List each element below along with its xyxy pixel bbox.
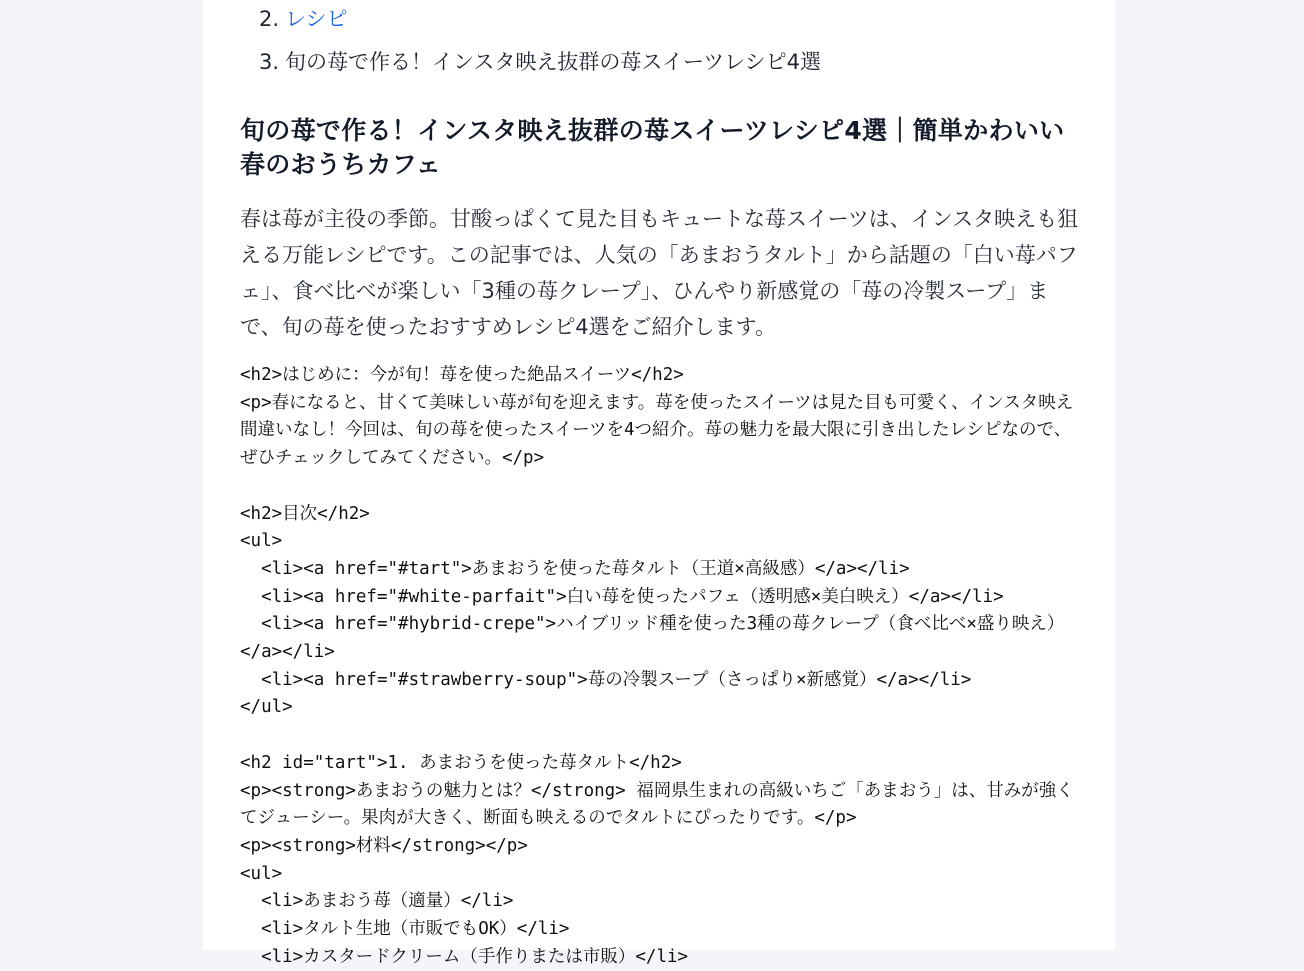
article-title: 旬の苺で作る！インスタ映え抜群の苺スイーツレシピ4選｜簡単かわいい春のおうちカフェ [240,116,1065,179]
article-code-body: <h2>はじめに：今が旬！苺を使った絶品スイーツ</h2> <p>春になると、甘くて美味しい苺が旬を迎えます。苺を使ったスイーツは見た目も可愛く、インスタ映え間違いなし！今回は、旬の苺を使ったスイーツを4つ紹介。苺の魅力を最大限に引き出したレシピなので、ぜひチェックしてみてください。</p> <h2>目次</h2> <ul> <li><a href="#tart">あまおうを使った苺タルト（王道×高級感）</a></li> <li><a href="#white-parfait">白い苺を使ったパフェ（透明感×美白映え）</a></li> <li><a href="#hybrid-crepe">ハイブリッド種を使った3種の苺クレープ（食べ比べ×盛り映え）</a></li> <li><a href="#strawberry-soup">苺の冷製スープ（さっぱり×新感覚）</a></li> </ul> <h2 id="tart">1. あまおうを使った苺タルト</h2> <p><strong>あまおうの魅力とは？</strong> 福岡県生まれの高級いちご「あまおう」は、甘みが強くてジューシー。果肉が大きく、断面も映えるのでタルトにぴったりです。</p> <p><strong>材料</strong></p> <ul> <li>あまおう苺（適量）</li> <li>タルト生地（市販でもOK）</li> <li>カスタードクリーム（手作りまたは市販）</li> [240,365,1074,967]
breadcrumb-current-label: 旬の苺で作る！インスタ映え抜群の苺スイーツレシピ4選 [285,50,821,74]
breadcrumb-link-recipe[interactable]: レシピ [285,7,348,31]
breadcrumb-item-recipe [259,6,347,32]
breadcrumb-number: 3. [259,50,280,74]
breadcrumb-number: 2. [259,7,280,31]
article-lead: 春は苺が主役の季節。甘酸っぱくて見た目もキュートな苺スイーツは、インスタ映えも狙える万能レシピです。この記事では、人気の「あまおうタルト」から話題の「白い苺パフェ」、食べ比べが楽しい「3種の苺クレープ」、ひんやり新感覚の「苺の冷製スープ」まで、旬の苺を使ったおすすめレシピ4選をご紹介します。 [240,207,1079,339]
article-page [203,0,1115,967]
breadcrumb-item-current [259,49,821,75]
